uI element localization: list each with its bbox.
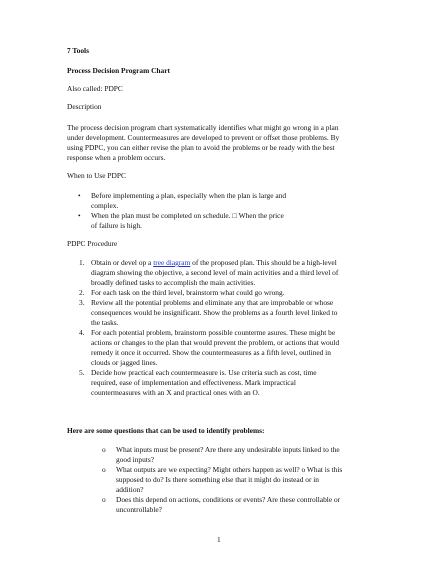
step-number: 3. [79,298,85,307]
step-number: 1. [79,258,85,267]
bullet-icon: o [102,445,106,454]
step-number: 4. [79,328,85,337]
when-item-line: When the plan must be completed on schedule. □ When the price [91,211,284,220]
step-line: the tasks. [91,318,119,327]
step-line: For each task on the third level, brainstorm what could go wrong. [91,288,285,297]
description-line: under development. Countermeasures are developed to prevent or offset those problems. By [67,133,340,142]
page-number: 1 [217,535,221,544]
bullet-icon: o [102,495,106,504]
question-line: Does this depend on actions, conditions or events? Are these controllable or [116,495,341,504]
question-line: What outputs are we expecting? Might others happen as well? o What is this [116,465,343,474]
when-item-line: complex. [91,201,119,210]
description-heading: Description [67,102,102,111]
step-text: of the proposed plan. This should be a high-level [190,258,337,267]
step-line: Decide how practical each countermeasure is. Use criteria such as cost, time [91,368,317,377]
step-number: 5. [79,368,85,377]
question-line: supposed to do? Is there something else that it might do instead or in [116,475,320,484]
description-line: response when a problem occurs. [67,153,166,162]
step-number: 2. [79,288,85,297]
step-line: consequences would be insignificant. Show the problems as a fourth level linked to [91,308,338,317]
question-line: uncontrollable? [116,505,162,514]
question-line: good inputs? [116,455,154,464]
question-line: What inputs must be present? Are there any undesirable inputs linked to the [116,445,340,454]
step-line: Review all the potential problems and eliminate any that are improbable or whose [91,298,334,307]
step-line: clouds or jagged lines. [91,358,158,367]
bullet-icon: • [78,191,81,200]
procedure-heading: PDPC Procedure [67,239,118,248]
step-line: For each potential problem, brainstorm possible counterme asures. These might be [91,328,336,337]
step-line: broadly defined tasks to accomplish the main activities. [91,278,256,287]
when-item-line: of failure is high. [91,221,142,230]
step-line: diagram showing the objective, a second level of main activities and a third level of [91,268,339,277]
step-line [91,258,337,268]
description-line: The process decision program chart systematically identifies what might go wrong in a plan [67,123,339,132]
header-label: 7 Tools [67,46,89,55]
step-line: countermeasures with an X and practical ones with an O. [91,388,260,397]
step-line: actions or changes to the plan that would prevent the problem, or actions that would [91,338,340,347]
step-line: remedy it once it occurred. Show the countermeasures as a fifth level, outlined in [91,348,331,357]
tree-diagram-link[interactable]: tree diagram [153,258,191,267]
step-text: Obtain or devel op a [91,258,154,267]
step-line: required, ease of implementation and effectiveness. Mark impractical [91,378,296,387]
question-line: addition? [116,485,144,494]
questions-heading: Here are some questions that can be used to identify problems: [67,426,265,435]
description-line: using PDPC, you can either revise the plan to avoid the problems or be ready with the best [67,143,335,152]
page-title: Process Decision Program Chart [67,66,170,75]
also-called: Also called: PDPC [67,84,123,93]
bullet-icon: • [78,211,81,220]
bullet-icon: o [102,465,106,474]
when-heading: When to Use PDPC [67,171,126,180]
when-item-line: Before implementing a plan, especially when the plan is large and [91,191,287,200]
